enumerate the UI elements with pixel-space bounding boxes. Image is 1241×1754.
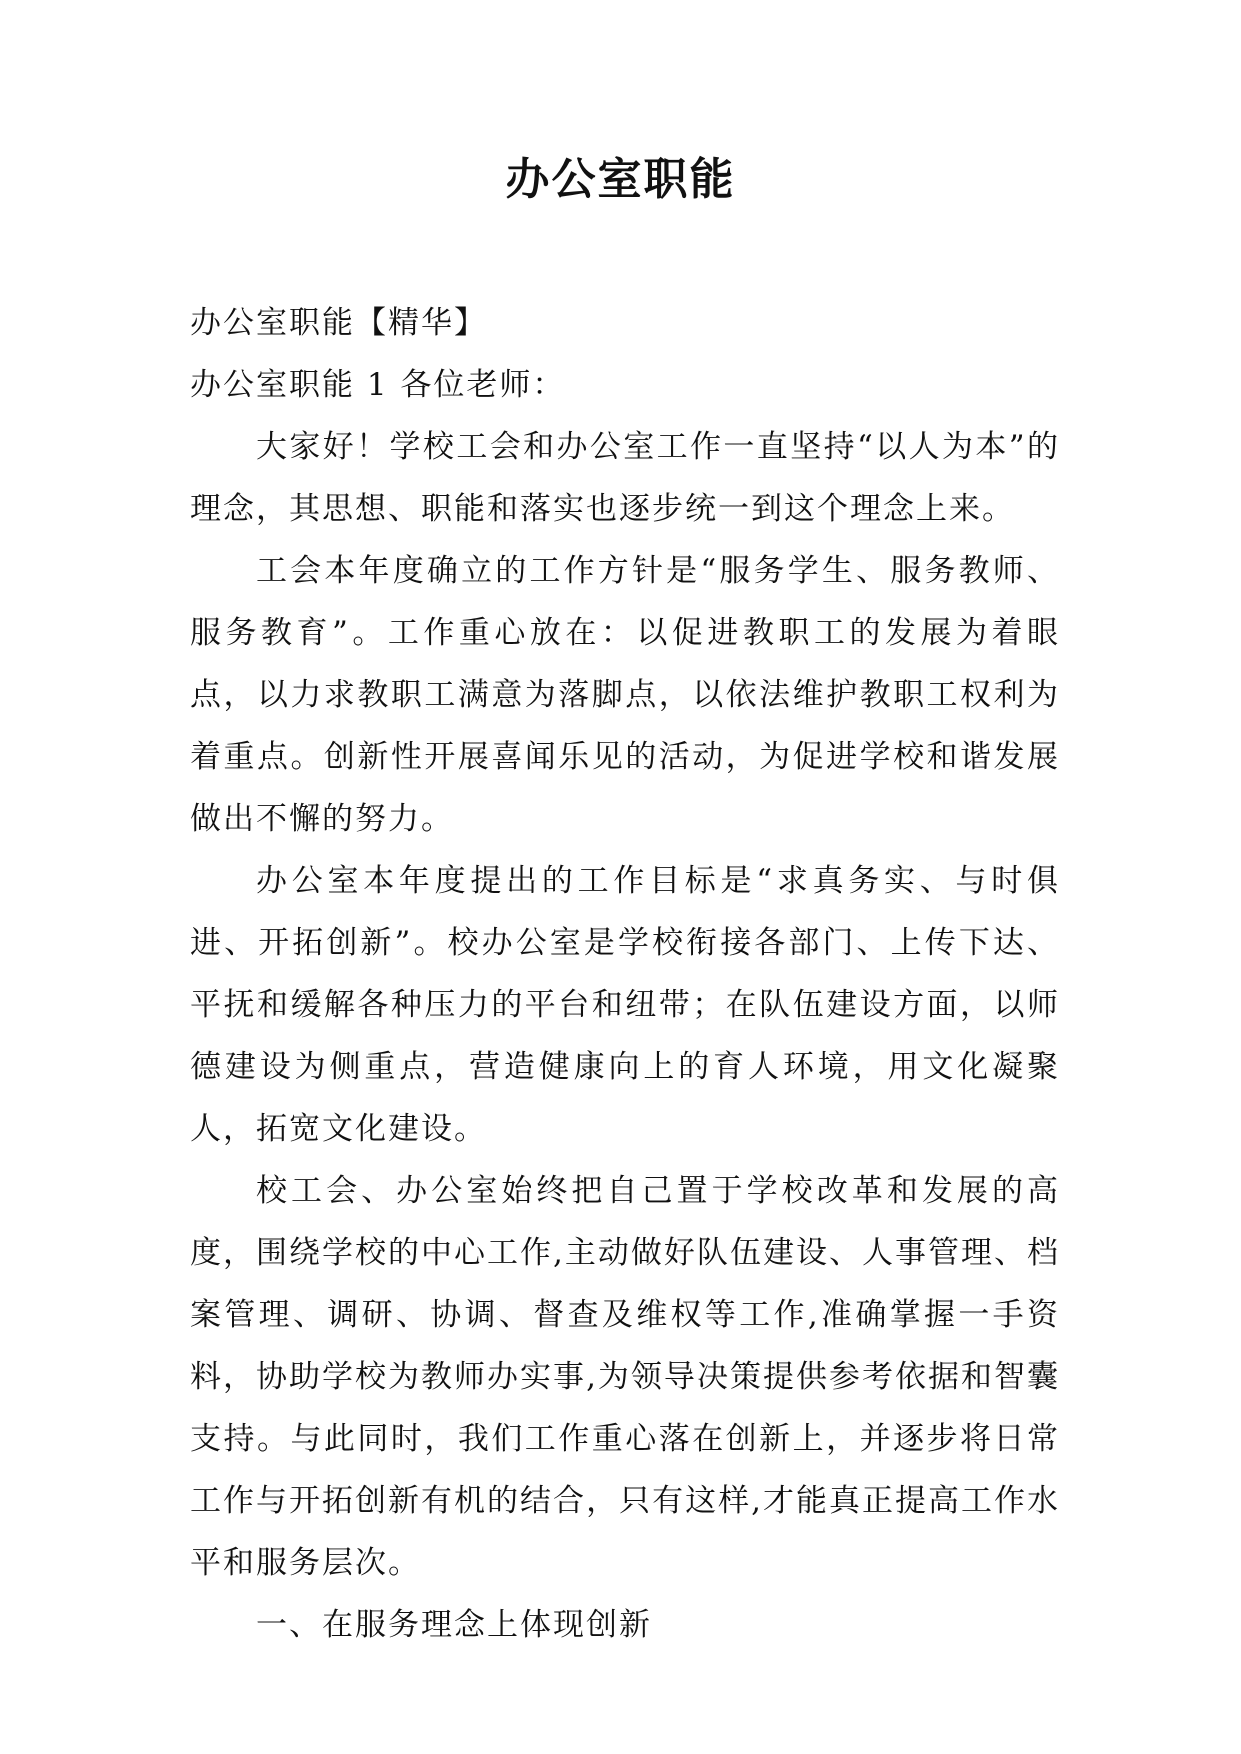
paragraph: 办公室本年度提出的工作目标是“求真务实、与时俱进、开拓创新”。校办公室是学校衔接各部门、上传下达、平抚和缓解各种压力的平台和纽带；在队伍建设方面，以师德建设为侧重点，营造健康向上的育人环境，用文化凝聚人，拓宽文化建设。 [190,863,1060,1147]
document-body [190,292,1060,1656]
paragraph: 工会本年度确立的工作方针是“服务学生、服务教师、服务教育”。工作重心放在：以促进教职工的发展为着眼点，以力求教职工满意为落脚点，以依法维护教职工权利为着重点。创新性开展喜闻乐见的活动，为促进学校和谐发展做出不懈的努力。 [190,553,1060,837]
section-heading: 一、在服务理念上体现创新 [256,1607,652,1643]
document-title: 办公室职能 [505,154,736,205]
paragraph: 大家好！学校工会和办公室工作一直坚持“以人为本”的理念，其思想、职能和落实也逐步统一到这个理念上来。 [190,429,1060,527]
document-subtitle: 办公室职能【精华】 [190,305,487,341]
greeting-line: 办公室职能 1 各位老师： [190,367,566,403]
paragraph: 校工会、办公室始终把自己置于学校改革和发展的高度，围绕学校的中心工作,主动做好队伍建设、人事管理、档案管理、调研、协调、督查及维权等工作,准确掌握一手资料，协助学校为教师办实事,为领导决策提供参考依据和智囊支持。与此同时，我们工作重心落在创新上，并逐步将日常工作与开拓创新有机的结合，只有这样,才能真正提高工作水平和服务层次。 [190,1173,1060,1581]
